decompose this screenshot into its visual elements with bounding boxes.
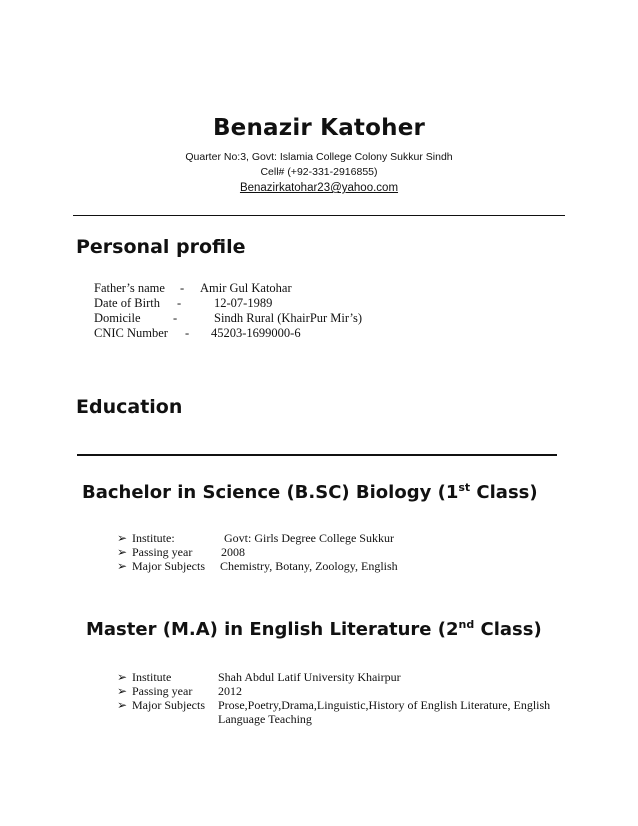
detail-value: 2012	[218, 684, 242, 698]
degree-title-sup: nd	[458, 618, 475, 631]
profile-separator: -	[185, 326, 190, 340]
email-line	[0, 182, 638, 194]
list-item	[117, 559, 557, 574]
list-item	[117, 670, 557, 685]
detail-label: Major Subjects	[132, 559, 205, 573]
profile-label: CNIC Number	[94, 326, 168, 340]
detail-label: Institute	[132, 670, 172, 684]
detail-label: Passing year	[132, 684, 193, 698]
profile-separator: -	[173, 311, 178, 325]
list-item	[117, 531, 557, 546]
detail-label: Institute:	[132, 531, 175, 545]
degree-title-bsc	[82, 481, 538, 503]
degree-title-text: Bachelor in Science (B.SC) Biology (1	[82, 482, 459, 503]
detail-value: 2008	[221, 545, 245, 559]
email-link[interactable]: Benazirkatohar23@yahoo.com	[239, 182, 399, 194]
profile-value: 12-07-1989	[214, 296, 273, 310]
detail-value: Chemistry, Botany, Zoology, English	[220, 559, 398, 573]
degree-title-text: Master (M.A) in English Literature (2	[86, 619, 459, 640]
detail-value: Language Teaching	[218, 712, 312, 726]
profile-label: Domicile	[94, 311, 141, 325]
arrow-bullet-icon: ➢	[117, 545, 128, 559]
cell-number: Cell# (+92-331-2916855)	[260, 166, 378, 178]
arrow-bullet-icon: ➢	[117, 698, 128, 712]
profile-row-domicile	[94, 311, 494, 326]
list-item-continuation	[117, 712, 557, 727]
personal-profile-heading: Personal profile	[76, 236, 246, 258]
arrow-bullet-icon: ➢	[117, 670, 128, 684]
detail-label: Major Subjects	[132, 698, 205, 712]
profile-row-cnic	[94, 326, 494, 341]
profile-row-father	[94, 281, 494, 296]
candidate-name: Benazir Katoher	[212, 115, 426, 141]
degree-title-sup: st	[458, 481, 471, 494]
profile-separator: -	[177, 296, 182, 310]
header-divider	[73, 215, 565, 216]
detail-label: Passing year	[132, 545, 193, 559]
degree-title-end: Class)	[470, 482, 538, 503]
list-item	[117, 684, 557, 699]
arrow-bullet-icon: ➢	[117, 684, 128, 698]
address: Quarter No:3, Govt: Islamia College Colony Sukkur Sindh	[185, 151, 453, 163]
detail-value: Govt: Girls Degree College Sukkur	[224, 531, 394, 545]
education-divider	[77, 454, 557, 456]
degree-title-end: Class)	[474, 619, 542, 640]
profile-separator: -	[180, 281, 185, 295]
education-heading: Education	[76, 396, 183, 418]
list-item	[117, 545, 557, 560]
profile-value: Sindh Rural (KhairPur Mir’s)	[214, 311, 363, 325]
detail-value: Prose,Poetry,Drama,Linguistic,History of English Literature, English	[218, 698, 551, 712]
arrow-bullet-icon: ➢	[117, 559, 128, 573]
profile-label: Father’s name	[94, 281, 165, 295]
detail-value: Shah Abdul Latif University Khairpur	[218, 670, 401, 684]
list-item	[117, 698, 557, 713]
profile-label: Date of Birth	[94, 296, 160, 310]
profile-value: 45203-1699000-6	[211, 326, 301, 340]
profile-row-dob	[94, 296, 494, 311]
arrow-bullet-icon: ➢	[117, 531, 128, 545]
profile-value: Amir Gul Katohar	[200, 281, 292, 295]
degree-title-ma	[86, 618, 542, 640]
